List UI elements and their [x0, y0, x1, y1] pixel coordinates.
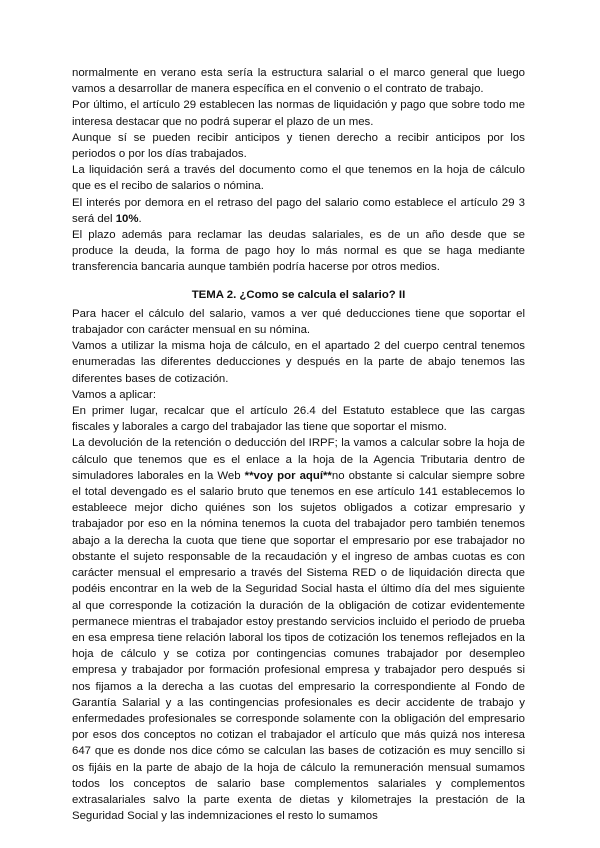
- paragraph: normalmente en verano esta sería la estructura salarial o el marco general que luego vamos a desarrollar de manera específica en el convenio o el contrato de trabajo.: [72, 67, 525, 96]
- section-title: TEMA 2. ¿Como se calcula el salario? II: [191, 288, 406, 301]
- paragraph: Por último, el artículo 29 establecen las normas de liquidación y pago que sobre todo me interesa destacar que no podrá superar el plazo de un mes.: [72, 99, 525, 128]
- long-before: La devolución de la retención o deducción del IRPF; la vamos a calcular sobre la hoja de cálculo que tenemos que es el enlace a la hoja de la Agencia Tributaria dentro de simuladores laborales en la Web: [72, 437, 525, 482]
- interest-text: El interés por demora en el retraso del pago del salario como establece el artículo 29 3 será del: [72, 196, 525, 225]
- paragraph-interest: [72, 195, 525, 227]
- interest-rate: 10%: [115, 212, 139, 225]
- interest-tail: .: [138, 212, 142, 225]
- voy-por-aqui-marker: **voy por aquí**: [244, 469, 332, 482]
- paragraph: Vamos a utilizar la misma hoja de cálculo, en el apartado 2 del cuerpo central tenemos enumeradas las diferentes deducciones y después en la parte de abajo tenemos las diferentes bases de cotización.: [72, 340, 525, 385]
- paragraph: El plazo además para reclamar las deudas salariales, es de un año desde que se produce la deuda, la forma de pago hoy lo más normal es que se haga mediante transferencia bancaria aunque también podría hacerse por otros medios.: [72, 229, 525, 274]
- long-after: no obstante si calcular siempre sobre el total devengado es el salario bruto que tenemos en ese artículo 141 establecemos lo estableece mejor dicho quiénes son los sujetos obligados a cotizar empresario y trabajador por eso en la nómina tenemos la cuota del trabajador pero también tenemos abajo a la derecha la cuota que tiene que soportar el empresario por ese trabajador no obstante el sujeto responsable de la recaudación y el ingreso de ambas cuotas es con carácter mensual el empresario a través del Sistema RED o de liquidación directa que podéis encontrar en la web de la Seguridad Social hasta el último día del mes siguiente al que corresponde la cotización la duración de la obligación de cotizar evidentemente permanece mientras el trabajador estoy prestando servicios incluido el periodo de prueba en esa empresa tiene relación laboral los tipos de cotización los tenemos reflejados en la hoja de cálculo y se cotiza por contingencias comunes trabajador por desempleo empresa y trabajador por formación profesional empresa y trabajador pero después si nos fijamos a la derecha a las cuotas del empresario la correspondiente al Fondo de Garantía Salarial y a las contingencias profesionales es decir accidente de trabajo y enfermedades profesionales se corresponde solamente con la obligación del empresario por esos dos conceptos no cotizan el trabajador el artículo que más quizá nos interesa 647 que es donde nos dice cómo se calculan las bases de cotización es muy sencillo si os fijáis en la parte de abajo de la hoja de cálculo la remuneración mensual sumamos todos los conceptos de salario base complementos salariales y complementos extrasalariales salvo la parte exenta de dietas y kilometrajes la prestación de la Seguridad Social y las indemnizaciones el resto lo sumamos: [72, 469, 525, 823]
- paragraph: Para hacer el cálculo del salario, vamos a ver qué deducciones tiene que soportar el trabajador con carácter mensual en su nómina.: [72, 307, 525, 337]
- paragraph: La liquidación será a través del documento como el que tenemos en la hoja de cálculo que es el recibo de salarios o nómina.: [72, 164, 525, 193]
- paragraph: Vamos a aplicar:: [72, 388, 156, 401]
- paragraph: Aunque sí se pueden recibir anticipos y tienen derecho a recibir anticipos por los periodos o por los días trabajados.: [72, 131, 525, 161]
- paragraph-long: [72, 435, 525, 824]
- paragraph: En primer lugar, recalcar que el artículo 26.4 del Estatuto establece que las cargas fiscales y laborales a cargo del trabajador las tiene que soportar el mismo.: [72, 405, 525, 434]
